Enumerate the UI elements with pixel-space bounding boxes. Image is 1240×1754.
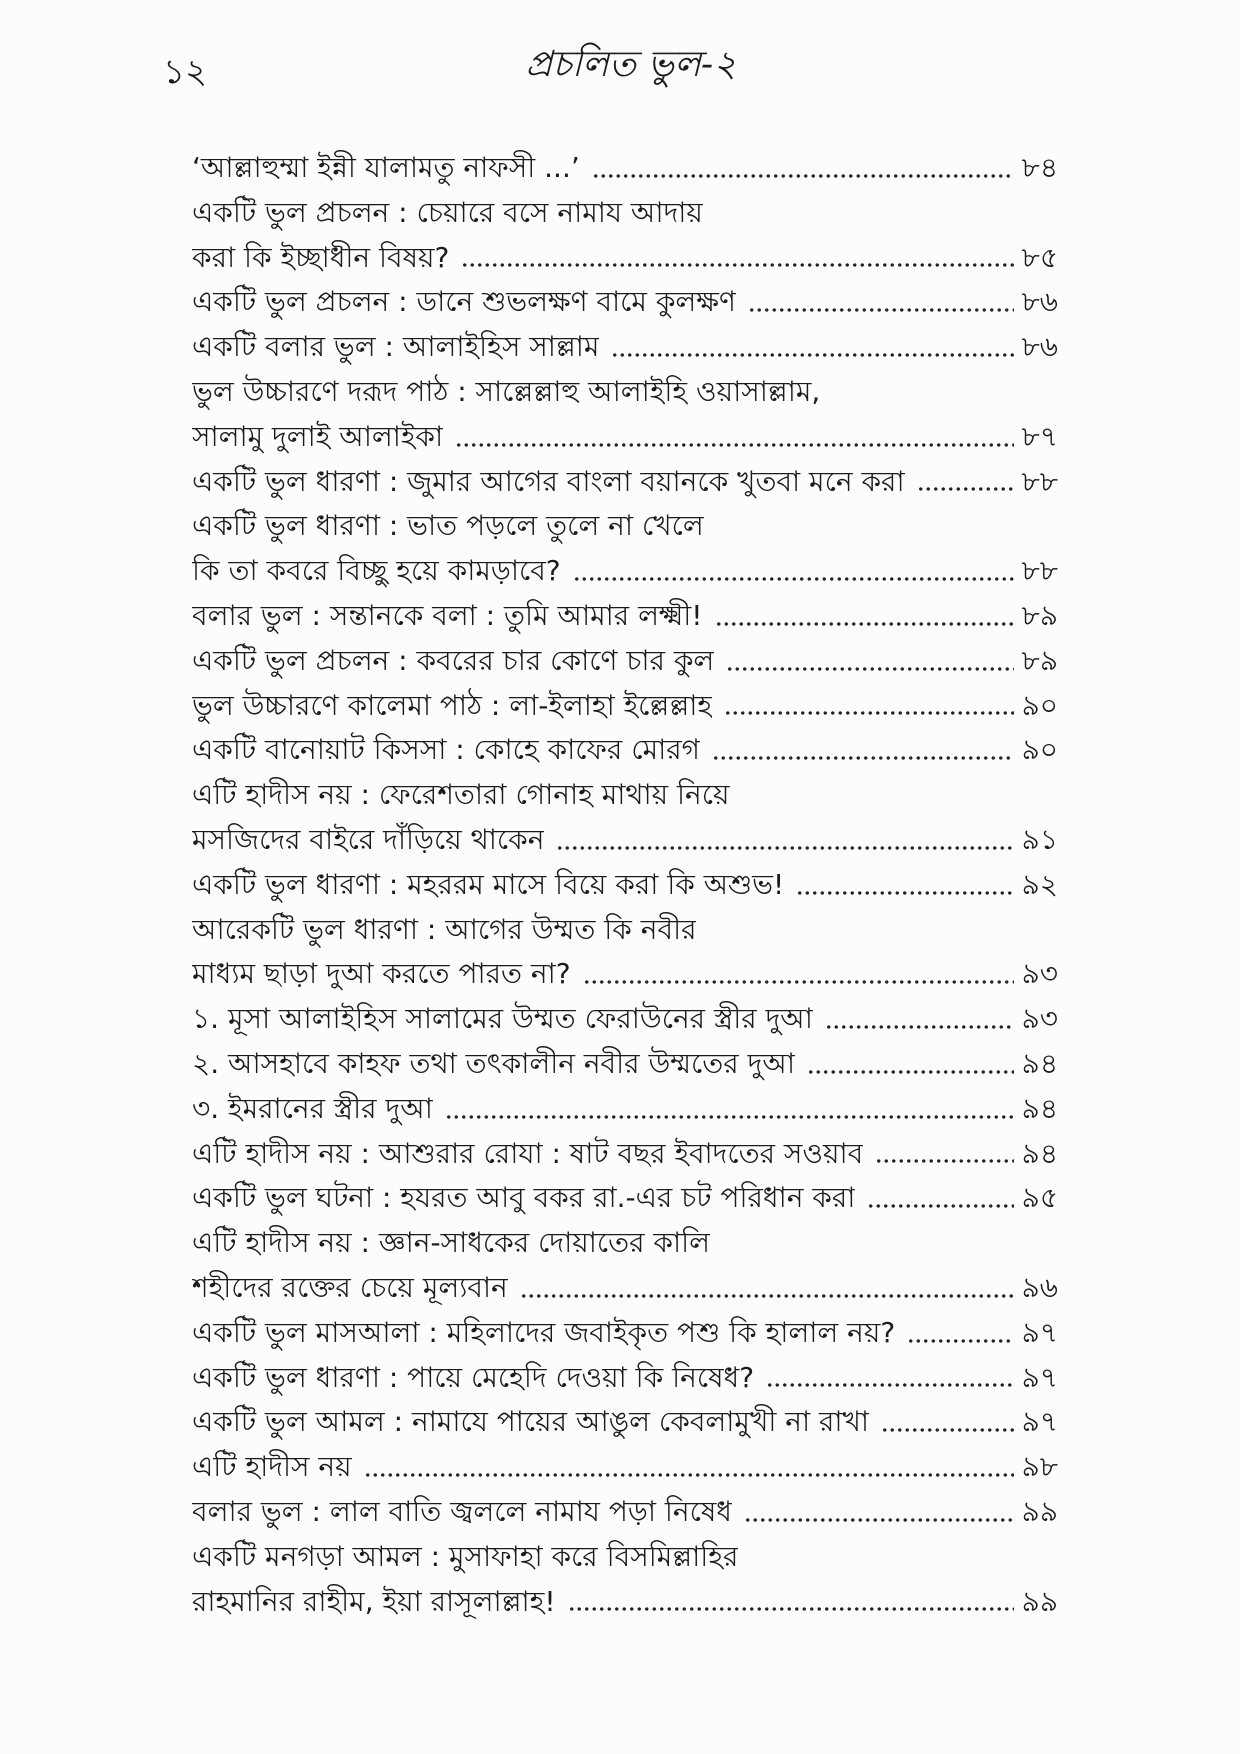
toc-entry-title: এটি হাদীস নয় : ফেরেশতারা গোনাহ মাথায় নিয়ে xyxy=(192,778,730,812)
toc-entry xyxy=(192,1400,1058,1445)
toc-entry-line xyxy=(192,818,1058,863)
toc-entry-line xyxy=(192,1042,1058,1087)
toc-entry-title: একটি ভুল ধারণা : জুমার আগের বাংলা বয়ানকে খুতবা মনে করা xyxy=(192,464,905,498)
toc-entry xyxy=(192,908,1058,998)
toc-entry xyxy=(192,1535,1058,1625)
toc-entry xyxy=(192,1176,1058,1221)
toc-entry-line xyxy=(192,684,1058,729)
toc-entry xyxy=(192,594,1058,639)
toc-page-number: ৮৪ xyxy=(1021,151,1058,184)
table-of-contents xyxy=(192,146,1058,1624)
toc-entry-title: আরেকটি ভুল ধারণা : আগের উম্মত কি নবীর xyxy=(192,912,697,946)
toc-subentry xyxy=(192,997,1058,1042)
toc-entry-line xyxy=(192,1266,1058,1311)
toc-entry-title-continued: রাহমানির রাহীম, ইয়া রাসূলাল্লাহ! xyxy=(192,1584,556,1618)
toc-page-number: ৮৯ xyxy=(1021,643,1058,677)
toc-page-number: ৯৪ xyxy=(1021,1091,1058,1125)
toc-entry xyxy=(192,1356,1058,1401)
toc-entry xyxy=(192,684,1058,729)
dot-leader xyxy=(917,487,1014,491)
toc-page-number: ৯৭ xyxy=(1021,1360,1058,1394)
toc-page-number: ৯২ xyxy=(1021,867,1058,901)
toc-entry-line xyxy=(192,908,1058,953)
toc-entry-title: ভুল উচ্চারণে দরূদ পাঠ : সাল্লেল্লাহু আলাইহি ওয়াসাল্লাম, xyxy=(192,374,821,408)
toc-entry-title-continued: সালামু দুলাই আলাইকা xyxy=(192,419,444,453)
toc-entry-line xyxy=(192,370,1058,415)
toc-subentry-title: ১. মূসা আলাইহিস সালামের উম্মত ফেরাউনের স্ত্রীর দুআ xyxy=(192,1002,813,1036)
dot-leader xyxy=(583,980,1014,984)
toc-entry-line xyxy=(192,1490,1058,1535)
toc-page-number: ৮৮ xyxy=(1021,464,1058,498)
toc-page-number: ৮৫ xyxy=(1021,240,1058,274)
toc-entry-title: ভুল উচ্চারণে কালেমা পাঠ : লা-ইলাহা ইল্লেল্লাহ xyxy=(192,688,713,722)
dot-leader xyxy=(520,1294,1014,1298)
toc-page-number: ৮৭ xyxy=(1021,419,1058,453)
toc-page-number: ৯৩ xyxy=(1021,957,1058,991)
dot-leader xyxy=(875,1159,1013,1163)
toc-entry-line xyxy=(192,1221,1058,1266)
toc-entry-title: এটি হাদীস নয় : আশুরার রোযা : ষাট বছর ইবাদতের সওয়াব xyxy=(192,1136,864,1170)
toc-subentry xyxy=(192,1042,1058,1087)
toc-entry-title: একটি ভুল ধারণা : পায়ে মেহেদি দেওয়া কি নিষেধ? xyxy=(192,1360,755,1394)
toc-entry xyxy=(192,1490,1058,1535)
dot-leader xyxy=(796,891,1013,895)
toc-page-number: ৯১ xyxy=(1021,822,1058,856)
toc-entry-title: একটি ভুল প্রচলন : কবরের চার কোণে চার কুল xyxy=(192,643,715,677)
toc-page-number: ৯৭ xyxy=(1021,1405,1058,1439)
toc-entry xyxy=(192,460,1058,505)
dot-leader xyxy=(611,353,1013,357)
toc-entry xyxy=(192,1311,1058,1356)
toc-page-number: ৯৪ xyxy=(1021,1136,1058,1170)
toc-page-number: ৯৯ xyxy=(1021,1494,1058,1528)
toc-entry-line xyxy=(192,191,1058,236)
toc-entry xyxy=(192,863,1058,908)
dot-leader xyxy=(907,1339,1013,1343)
toc-entry-line xyxy=(192,1580,1058,1625)
toc-entry xyxy=(192,728,1058,773)
toc-entry-line xyxy=(192,1356,1058,1401)
dot-leader xyxy=(556,846,1013,850)
toc-subentry-title: ৩. ইমরানের স্ত্রীর দুআ xyxy=(192,1091,433,1125)
toc-entry xyxy=(192,1445,1058,1490)
toc-entry-line xyxy=(192,504,1058,549)
toc-entry-line xyxy=(192,594,1058,639)
toc-entry xyxy=(192,639,1058,684)
dot-leader xyxy=(867,1204,1013,1208)
dot-leader xyxy=(825,1025,1014,1029)
toc-entry-title: বলার ভুল : লাল বাতি জ্বললে নামায পড়া নিষেধ xyxy=(192,1494,732,1528)
toc-entry-line xyxy=(192,460,1058,505)
toc-entry-line xyxy=(192,280,1058,325)
toc-entry-title-continued: শহীদের রক্তের চেয়ে মূল্যবান xyxy=(192,1270,508,1304)
toc-page-number: ৮৬ xyxy=(1021,330,1058,364)
toc-entry xyxy=(192,191,1058,281)
toc-entry-line xyxy=(192,952,1058,997)
toc-entry-line xyxy=(192,773,1058,818)
toc-entry-title: একটি ভুল আমল : নামাযে পায়ের আঙুল কেবলামুখী না রাখা xyxy=(192,1405,870,1439)
toc-entry-line xyxy=(192,997,1058,1042)
toc-subentry-title: ২. আসহাবে কাহফ তথা তৎকালীন নবীর উম্মতের দুআ xyxy=(192,1046,795,1080)
dot-leader xyxy=(568,1607,1014,1611)
toc-entry-title-continued: মসজিদের বাইরে দাঁড়িয়ে থাকেন xyxy=(192,822,545,856)
toc-page-number: ৯৩ xyxy=(1021,1002,1058,1036)
toc-page-number: ৮৯ xyxy=(1021,598,1058,632)
dot-leader xyxy=(364,1473,1014,1477)
toc-entry xyxy=(192,1221,1058,1311)
toc-subentry xyxy=(192,1087,1058,1132)
toc-entry xyxy=(192,773,1058,863)
toc-page-number: ৯৭ xyxy=(1021,1315,1058,1349)
toc-entry xyxy=(192,370,1058,460)
toc-entry-title-continued: মাধ্যম ছাড়া দুআ করতে পারত না? xyxy=(192,957,571,991)
dot-leader xyxy=(445,1115,1014,1119)
toc-page-number: ৯৫ xyxy=(1021,1181,1058,1215)
toc-entry-title: একটি ভুল প্রচলন : চেয়ারে বসে নামায আদায় xyxy=(192,195,703,229)
toc-entry-line xyxy=(192,1311,1058,1356)
running-title: প্রচলিত ভুল-২ xyxy=(525,44,737,85)
toc-entry-title: একটি বলার ভুল : আলাইহিস সাল্লাম xyxy=(192,330,600,364)
toc-entry-title-continued: করা কি ইচ্ছাধীন বিষয়? xyxy=(192,240,450,274)
toc-page-number: ৯৮ xyxy=(1021,1450,1058,1484)
toc-entry-line xyxy=(192,863,1058,908)
dot-leader xyxy=(748,308,1014,312)
dot-leader xyxy=(573,577,1014,581)
toc-entry-line xyxy=(192,639,1058,684)
toc-entry-line xyxy=(192,1087,1058,1132)
toc-entry-title-continued: কি তা কবরে বিচ্ছু হয়ে কামড়াবে? xyxy=(192,554,561,588)
toc-entry-title: একটি বানোয়াট কিসসা : কোহে কাফের মোরগ xyxy=(192,733,700,767)
dot-leader xyxy=(881,1428,1014,1432)
toc-page-number: ৮৬ xyxy=(1021,285,1058,319)
dot-leader xyxy=(712,756,1014,760)
toc-page-number: ৮৮ xyxy=(1021,554,1058,588)
toc-entry-title: একটি ভুল মাসআলা : মহিলাদের জবাইকৃত পশু কি হালাল নয়? xyxy=(192,1315,896,1349)
toc-entry xyxy=(192,1132,1058,1177)
toc-entry-title: একটি ভুল ধারণা : ভাত পড়লে তুলে না খেলে xyxy=(192,509,704,543)
toc-entry-line xyxy=(192,549,1058,594)
toc-entry-line xyxy=(192,146,1058,191)
dot-leader xyxy=(592,174,1014,178)
toc-entry-line xyxy=(192,415,1058,460)
dot-leader xyxy=(455,443,1014,447)
toc-page-number: ৯৪ xyxy=(1021,1046,1058,1080)
toc-page-number: ৯৯ xyxy=(1021,1584,1058,1618)
dot-leader xyxy=(726,667,1013,671)
toc-entry-title: একটি ভুল ধারণা : মহররম মাসে বিয়ে করা কি অশুভ! xyxy=(192,867,785,901)
dot-leader xyxy=(766,1383,1014,1387)
toc-entry xyxy=(192,504,1058,594)
toc-entry-line xyxy=(192,728,1058,773)
toc-page-number: ৯০ xyxy=(1021,688,1058,722)
dot-leader xyxy=(744,1518,1014,1522)
dot-leader xyxy=(461,263,1013,267)
toc-entry xyxy=(192,280,1058,325)
toc-entry-title: একটি ভুল প্রচলন : ডানে শুভলক্ষণ বামে কুলক্ষণ xyxy=(192,285,736,319)
toc-entry-line xyxy=(192,1535,1058,1580)
toc-page-number: ৯৬ xyxy=(1021,1270,1058,1304)
page-number: ১২ xyxy=(163,52,208,92)
toc-entry-line xyxy=(192,1445,1058,1490)
toc-entry-title: এটি হাদীস নয় xyxy=(192,1450,352,1484)
dot-leader xyxy=(807,1070,1014,1074)
dot-leader xyxy=(715,622,1014,626)
toc-entry-line xyxy=(192,1176,1058,1221)
toc-entry-title: একটি মনগড়া আমল : মুসাফাহা করে বিসমিল্লাহির xyxy=(192,1539,739,1573)
toc-page-number: ৯০ xyxy=(1021,733,1058,767)
dot-leader xyxy=(724,711,1014,715)
toc-entry-line xyxy=(192,1132,1058,1177)
toc-entry-title: বলার ভুল : সন্তানকে বলা : তুমি আমার লক্ষ্মী! xyxy=(192,598,703,632)
toc-entry xyxy=(192,325,1058,370)
toc-entry xyxy=(192,146,1058,191)
toc-entry-title: ‘আল্লাহুম্মা ইন্নী যালামতু নাফসী ...’ xyxy=(192,151,580,184)
toc-entry-title: এটি হাদীস নয় : জ্ঞান-সাধকের দোয়াতের কালি xyxy=(192,1226,710,1260)
toc-entry-title: একটি ভুল ঘটনা : হযরত আবু বকর রা.-এর চট পরিধান করা xyxy=(192,1181,856,1215)
toc-entry-line xyxy=(192,236,1058,281)
toc-entry-line xyxy=(192,1400,1058,1445)
toc-entry-line xyxy=(192,325,1058,370)
